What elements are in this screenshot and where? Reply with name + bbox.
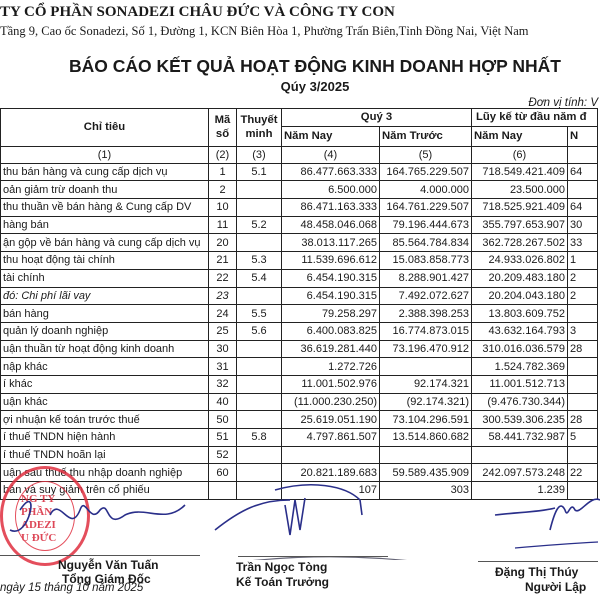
row-note: 5.1 [237,163,282,181]
ytd-last-year: 3 [568,322,598,340]
q3-last-year: 73.196.470.912 [380,340,472,358]
row-label: oản giảm trừ doanh thu [1,181,209,199]
row-note [237,181,282,199]
row-label: ận gộp về bán hàng và cung cấp dịch vụ [1,234,209,252]
ytd-last-year: 2 [568,269,598,287]
table-row [1,322,598,340]
row-code: 31 [209,358,237,376]
header-nam-truoc-ytd: N [568,126,598,146]
signer-2-name: Trần Ngọc Tòng [236,560,328,574]
row-note: 5.4 [237,269,282,287]
row-label: í thuế TNDN hiện hành [1,429,209,447]
ytd-last-year: 28 [568,411,598,429]
sign-date: ngày 15 tháng 10 năm 2025 [0,582,144,594]
q3-this-year: 11.539.696.612 [282,252,380,270]
stamp-text: NG TY [21,493,56,505]
ytd-last-year [568,358,598,376]
ytd-this-year: 242.097.573.248 [472,464,568,482]
q3-this-year: 86.477.663.333 [282,163,380,181]
row-code: 30 [209,340,237,358]
header-quy-3: Quý 3 [282,109,472,127]
ytd-this-year: 20.204.043.180 [472,287,568,305]
ytd-this-year: 23.500.000 [472,181,568,199]
column-index: (4) [282,146,380,163]
q3-last-year: 59.589.435.909 [380,464,472,482]
ytd-last-year [568,181,598,199]
row-code: 1 [209,163,237,181]
row-note [237,234,282,252]
q3-last-year: (92.174.321) [380,393,472,411]
signer-1-role: Tổng Giám Đốc [62,572,151,586]
ytd-last-year [568,305,598,323]
row-code: 10 [209,199,237,217]
row-label: thu thuần về bán hàng & Cung cấp DV [1,199,209,217]
row-note [237,358,282,376]
row-code: 22 [209,269,237,287]
report-title: BÁO CÁO KẾT QUẢ HOẠT ĐỘNG KINH DOANH HỢP NHẤT [69,56,561,76]
header-luy-ke: Lũy kế từ đầu năm đ [472,109,598,127]
ytd-this-year: 718.525.921.409 [472,199,568,217]
ytd-last-year: 33 [568,234,598,252]
row-note: 5.6 [237,322,282,340]
row-code: 32 [209,375,237,393]
row-label: tài chính [1,269,209,287]
ytd-last-year: 5 [568,429,598,447]
q3-last-year: 92.174.321 [380,375,472,393]
column-index: (2) [209,146,237,163]
row-code: 25 [209,322,237,340]
row-label: uận sau thuế thu nhập doanh nghiệp [1,464,209,482]
ytd-this-year: 11.001.512.713 [472,375,568,393]
ytd-last-year: 1 [568,252,598,270]
row-label: uận khác [1,393,209,411]
ytd-this-year: 300.539.306.235 [472,411,568,429]
row-code: 20 [209,234,237,252]
signer-3-name: Đặng Thị Thúy [495,565,579,579]
ytd-this-year: (9.476.730.344) [472,393,568,411]
table-row [1,216,598,234]
row-code: 23 [209,287,237,305]
table-row [1,340,598,358]
q3-this-year: 107 [282,482,380,500]
ytd-last-year [568,446,598,464]
ytd-this-year: 43.632.164.793 [472,322,568,340]
row-code: 50 [209,411,237,429]
ytd-last-year: 22 [568,464,598,482]
ytd-last-year [568,375,598,393]
table-row [1,234,598,252]
row-label: uận thuần từ hoạt động kinh doanh [1,340,209,358]
header-nam-truoc: Năm Trước [380,126,472,146]
row-code: 40 [209,393,237,411]
signer-1-name: Nguyễn Văn Tuấn [58,558,159,572]
ytd-this-year: 1.524.782.369 [472,358,568,376]
header-nam-nay: Năm Nay [282,126,380,146]
q3-last-year: 164.765.229.507 [380,163,472,181]
q3-last-year: 79.196.444.673 [380,216,472,234]
currency-unit: Đơn vị tính: V [528,97,598,109]
row-label: bản và suy giảm trên cổ phiếu [1,482,209,500]
q3-last-year: 4.000.000 [380,181,472,199]
table-row [1,446,598,464]
q3-last-year: 73.104.296.591 [380,411,472,429]
q3-this-year: 20.821.189.683 [282,464,380,482]
ytd-last-year [568,393,598,411]
q3-last-year: 2.388.398.253 [380,305,472,323]
ytd-this-year: 362.728.267.502 [472,234,568,252]
row-code: 24 [209,305,237,323]
table-row [1,411,598,429]
row-label: thu bán hàng và cung cấp dịch vụ [1,163,209,181]
row-note [237,375,282,393]
stamp-text: U ĐỨC [21,532,57,544]
signatures-ink [0,470,600,560]
q3-this-year: 11.001.502.976 [282,375,380,393]
q3-this-year: 6.400.083.825 [282,322,380,340]
ytd-this-year: 310.016.036.579 [472,340,568,358]
q3-this-year: 6.454.190.315 [282,287,380,305]
ytd-this-year: 1.239 [472,482,568,500]
q3-last-year: 164.761.229.507 [380,199,472,217]
table-row [1,375,598,393]
row-code: 51 [209,429,237,447]
q3-last-year: 16.774.873.015 [380,322,472,340]
row-code: 52 [209,446,237,464]
ytd-this-year [472,446,568,464]
report-period: Qúy 3/2025 [280,79,350,94]
q3-last-year [380,358,472,376]
company-name: TY CỔ PHẦN SONADEZI CHÂU ĐỨC VÀ CÔNG TY CON [0,4,395,20]
table-row [1,199,598,217]
row-note [237,411,282,429]
ytd-last-year: 30 [568,216,598,234]
row-label: ợi nhuận kế toán trước thuế [1,411,209,429]
ytd-this-year: 24.933.026.802 [472,252,568,270]
signer-2-role: Kế Toán Trưởng [236,575,329,589]
row-label: bán hàng [1,305,209,323]
ytd-last-year: 64 [568,199,598,217]
header-chi-tieu: Chỉ tiêu [1,109,209,147]
q3-this-year: 48.458.046.068 [282,216,380,234]
ytd-last-year: 2 [568,287,598,305]
q3-this-year: 1.272.726 [282,358,380,376]
signer-3-role: Người Lập [525,580,587,594]
column-index: (1) [1,146,209,163]
row-label: í thuế TNDN hoãn lại [1,446,209,464]
row-label: thu hoạt động tài chính [1,252,209,270]
q3-last-year: 85.564.784.834 [380,234,472,252]
table-row [1,252,598,270]
q3-this-year [282,446,380,464]
column-index: (3) [237,146,282,163]
row-note [237,340,282,358]
table-row [1,358,598,376]
row-note: 5.5 [237,305,282,323]
row-code: 11 [209,216,237,234]
ytd-this-year: 355.797.653.907 [472,216,568,234]
header-thuyet-minh: Thuyết minh [237,109,282,147]
table-row [1,287,598,305]
ytd-this-year: 20.209.483.180 [472,269,568,287]
table-row [1,429,598,447]
table-row [1,269,598,287]
table-row [1,393,598,411]
q3-last-year: 13.514.860.682 [380,429,472,447]
q3-last-year: 7.492.072.627 [380,287,472,305]
ytd-this-year: 13.803.609.752 [472,305,568,323]
row-label: nập khác [1,358,209,376]
row-note [237,393,282,411]
row-label: đó: Chi phí lãi vay [1,287,209,305]
row-code: 21 [209,252,237,270]
q3-this-year: 6.454.190.315 [282,269,380,287]
row-label: quản lý doanh nghiệp [1,322,209,340]
column-index [568,146,598,163]
row-code: 2 [209,181,237,199]
column-index: (6) [472,146,568,163]
q3-this-year: 6.500.000 [282,181,380,199]
company-address: Tầng 9, Cao ốc Sonadezi, Số 1, Đường 1, KCN Biên Hòa 1, Phường Trấn Biên,Tỉnh Đồng Nai, Việt Nam [0,24,529,38]
income-statement-table [0,108,598,500]
q3-this-year: 25.619.051.190 [282,411,380,429]
row-note: 5.3 [237,252,282,270]
row-note: 5.2 [237,216,282,234]
ytd-last-year: 64 [568,163,598,181]
row-label: hàng bán [1,216,209,234]
ytd-last-year: 28 [568,340,598,358]
table-row [1,305,598,323]
q3-last-year [380,446,472,464]
header-nam-nay-ytd: Năm Nay [472,126,568,146]
q3-this-year: 4.797.861.507 [282,429,380,447]
q3-this-year: 79.258.297 [282,305,380,323]
q3-last-year: 8.288.901.427 [380,269,472,287]
row-note [237,287,282,305]
row-label: í khác [1,375,209,393]
table-row [1,181,598,199]
q3-this-year: (11.000.230.250) [282,393,380,411]
q3-this-year: 38.013.117.265 [282,234,380,252]
stamp-text: ADEZI [21,519,56,531]
row-note [237,199,282,217]
column-index: (5) [380,146,472,163]
ytd-this-year: 718.549.421.409 [472,163,568,181]
table-row [1,163,598,181]
q3-this-year: 86.471.163.333 [282,199,380,217]
ytd-this-year: 58.441.732.987 [472,429,568,447]
stamp-text: PHẦN [21,506,53,518]
header-ma-so: Mã số [209,109,237,147]
row-note [237,446,282,464]
q3-last-year: 15.083.858.773 [380,252,472,270]
q3-last-year: 303 [380,482,472,500]
row-code: 60 [209,464,237,482]
q3-this-year: 36.619.281.440 [282,340,380,358]
row-note: 5.8 [237,429,282,447]
